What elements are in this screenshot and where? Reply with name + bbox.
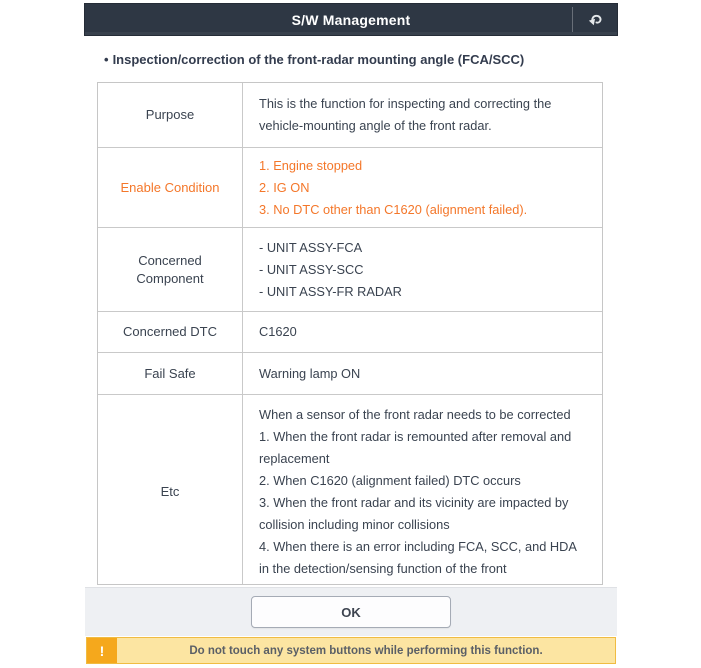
row-label: Fail Safe <box>98 353 243 394</box>
table-row-concerned-component <box>98 228 602 312</box>
row-value: When a sensor of the front radar needs to be corrected 1. When the front radar is remounted after removal and replacement 2. When C1620 (alignment failed) DTC occurs 3. When the front radar and its vicinity are impacted by collision including minor collisions 4. When there is an error including FCA, SCC, and HDA in the detection/sensing function of the front <box>259 407 577 576</box>
page-title: S/W Management <box>291 11 411 28</box>
row-value: - UNIT ASSY-FCA - UNIT ASSY-SCC - UNIT ASSY-FR RADAR <box>259 239 402 299</box>
row-value: Warning lamp ON <box>259 365 361 381</box>
table-row-fail-safe <box>98 353 602 395</box>
row-value: 1. Engine stopped 2. IG ON 3. No DTC other than C1620 (alignment failed). <box>259 157 528 217</box>
table-row-purpose <box>98 83 602 148</box>
row-label: Etc <box>98 395 243 585</box>
warning-text: Do not touch any system buttons while performing this function. <box>189 644 543 657</box>
row-value: This is the function for inspecting and correcting the vehicle-mounting angle of the front radar. <box>259 96 552 133</box>
section-heading <box>104 52 604 68</box>
table-row-concerned-dtc <box>98 312 602 353</box>
row-label: Enable Condition <box>98 148 243 227</box>
section-heading-text: Inspection/correction of the front-radar mounting angle (FCA/SCC) <box>112 52 525 67</box>
ok-button[interactable]: OK <box>251 596 451 628</box>
back-button[interactable] <box>572 7 617 32</box>
exclamation-icon: ! <box>87 638 117 663</box>
row-label: Concerned Component <box>98 228 243 311</box>
row-label: Concerned DTC <box>98 312 243 352</box>
header-bar <box>84 3 618 36</box>
table-row-etc <box>98 395 602 585</box>
row-value: C1620 <box>259 324 297 339</box>
bullet-glyph: • <box>104 52 109 67</box>
footer-bar <box>85 587 617 636</box>
table-row-enable-condition <box>98 148 602 228</box>
warning-bar <box>86 637 616 664</box>
return-arrow-icon <box>586 10 605 29</box>
function-info-table <box>97 82 603 585</box>
row-label: Purpose <box>98 83 243 147</box>
